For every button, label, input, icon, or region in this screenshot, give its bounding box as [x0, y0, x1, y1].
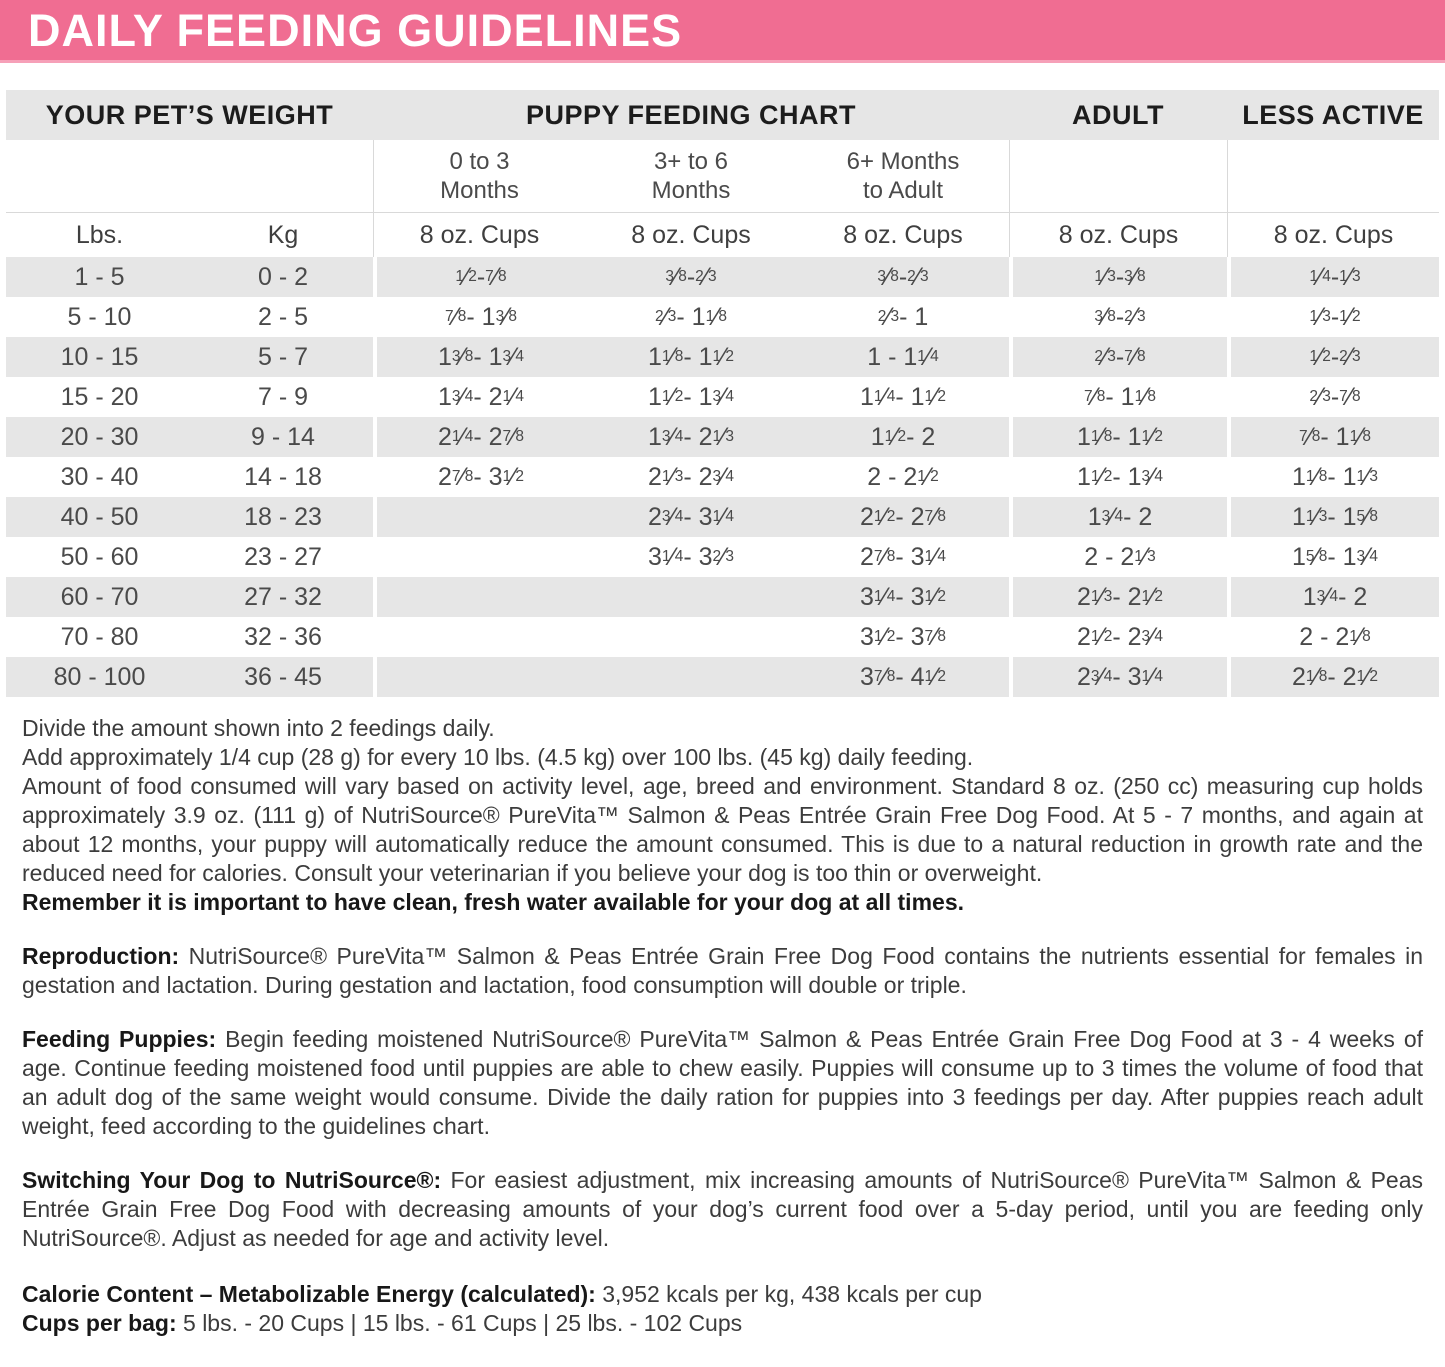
- cups-value: [373, 577, 585, 617]
- weight-lbs-value: 40 - 50: [60, 502, 139, 531]
- cups-value: 3 7 ⁄ 8 - 4 1 ⁄ 2: [860, 662, 946, 691]
- weight-kg-value: 5 - 7: [257, 342, 309, 371]
- cups-value: 2 ⁄ 3 - 1: [877, 302, 929, 331]
- cups-value: 2 - 2 1 ⁄ 2: [867, 462, 939, 491]
- cups-value: 2 1 ⁄ 2 - 2 7 ⁄ 8: [860, 502, 946, 531]
- cups-value: 1 1 ⁄ 2 - 2: [870, 422, 936, 451]
- cups-value: 2 7 ⁄ 8 - 3 1 ⁄ 2: [373, 457, 585, 497]
- cups-value: 1 ⁄ 2 - 7 ⁄ 8: [373, 257, 585, 297]
- cups-value: 1 3 ⁄ 4 - 2: [1009, 497, 1227, 537]
- cups-value: 1 3 ⁄ 4 - 2 1 ⁄ 4: [373, 377, 585, 417]
- subheader-spacer: [1227, 140, 1439, 212]
- cups-value: 7 ⁄ 8 - 1 1 ⁄ 8: [1227, 417, 1439, 457]
- footer-lead: Cups per bag:: [22, 1310, 177, 1336]
- info-paragraph: Switching Your Dog to NutriSource®: For easiest adjustment, mix increasing amounts of NutriSource® PureVita™ Salmon & Peas Entrée Grain Free Dog Food with decreasing amounts of your dog’s current food over a 5-day period, until you are feeding only NutriSource®. Adjust as needed for age and activity level.: [22, 1167, 1424, 1251]
- cups-value: 2 1 ⁄ 2 - 2 3 ⁄ 4: [1009, 617, 1227, 657]
- cups-value: 1 3 ⁄ 4 - 2 1 ⁄ 3: [648, 422, 734, 451]
- group-header-less-active: LESS ACTIVE: [1242, 99, 1424, 130]
- unit-label-cups: 8 oz. Cups: [1227, 213, 1439, 257]
- title-banner: [0, 0, 1445, 63]
- table-unit-row: [6, 213, 1439, 257]
- cups-value: 3 ⁄ 8 - 2 ⁄ 3: [877, 262, 929, 291]
- group-header-puppy: PUPPY FEEDING CHART: [525, 99, 857, 130]
- note-line: Divide the amount shown into 2 feedings daily.: [22, 715, 495, 741]
- feeding-chart-table: [6, 90, 1439, 697]
- age-column-label: 3+ to 6 Months: [651, 148, 731, 204]
- cups-value: 1 1 ⁄ 2 - 1 3 ⁄ 4: [1009, 457, 1227, 497]
- info-paragraph: Reproduction: NutriSource® PureVita™ Salmon & Peas Entrée Grain Free Dog Food contains the nutrients essential for females in gestation and lactation. During gestation and lactation, food consumption will double or triple.: [22, 943, 1423, 998]
- table-row: [6, 457, 1439, 497]
- weight-kg-value: 2 - 5: [257, 302, 309, 331]
- feeding-notes: [22, 714, 1423, 888]
- paragraph-lead: Reproduction:: [22, 943, 180, 969]
- cups-value: 1 ⁄ 2 - 2 ⁄ 3: [1227, 337, 1439, 377]
- water-reminder: Remember it is important to have clean, fresh water available for your dog at all times.: [22, 889, 965, 915]
- cups-value: 1 5 ⁄ 8 - 1 3 ⁄ 4: [1227, 537, 1439, 577]
- unit-label-cups: 8 oz. Cups: [373, 213, 585, 257]
- table-row: [6, 337, 1439, 377]
- paragraph-lead: Switching Your Dog to NutriSource®:: [22, 1167, 442, 1193]
- weight-lbs-value: 60 - 70: [60, 582, 139, 611]
- cups-value: [373, 497, 585, 537]
- weight-lbs-value: 10 - 15: [60, 342, 139, 371]
- age-column-label: 6+ Months to Adult: [846, 148, 960, 204]
- cups-value: 2 1 ⁄ 3 - 2 1 ⁄ 2: [1009, 577, 1227, 617]
- cups-value: 3 1 ⁄ 4 - 3 2 ⁄ 3: [648, 542, 734, 571]
- weight-lbs-value: 5 - 10: [67, 302, 132, 331]
- cups-value: 1 1 ⁄ 8 - 1 1 ⁄ 3: [1227, 457, 1439, 497]
- subheader-spacer: [193, 140, 373, 212]
- cups-value: 2 1 ⁄ 4 - 2 7 ⁄ 8: [373, 417, 585, 457]
- table-row: [6, 617, 1439, 657]
- weight-kg-value: 7 - 9: [257, 382, 309, 411]
- cups-value: 1 ⁄ 3 - 1 ⁄ 2: [1227, 297, 1439, 337]
- cups-value: 2 ⁄ 3 - 7 ⁄ 8: [1009, 337, 1227, 377]
- weight-lbs-value: 20 - 30: [60, 422, 139, 451]
- cups-value: 1 ⁄ 4 - 1 ⁄ 3: [1227, 257, 1439, 297]
- info-sections: [22, 942, 1423, 1253]
- cups-value: 7 ⁄ 8 - 1 1 ⁄ 8: [1009, 377, 1227, 417]
- calorie-footer: [22, 1280, 1423, 1338]
- table-row: [6, 577, 1439, 617]
- cups-value: 1 ⁄ 3 - 3 ⁄ 8: [1009, 257, 1227, 297]
- weight-kg-value: 23 - 27: [244, 542, 322, 571]
- table-group-header-row: [6, 90, 1439, 140]
- table-row: [6, 297, 1439, 337]
- cups-value: [373, 657, 585, 697]
- page-title: DAILY FEEDING GUIDELINES: [28, 4, 683, 56]
- unit-label-lbs: Lbs.: [75, 220, 124, 249]
- age-column-label: 0 to 3 Months: [373, 140, 585, 212]
- table-row: [6, 657, 1439, 697]
- group-header-weight: YOUR PET’S WEIGHT: [45, 99, 334, 130]
- cups-value: 1 1 ⁄ 3 - 1 5 ⁄ 8: [1227, 497, 1439, 537]
- table-row: [6, 377, 1439, 417]
- weight-kg-value: 14 - 18: [244, 462, 322, 491]
- cups-value: 2 ⁄ 3 - 7 ⁄ 8: [1227, 377, 1439, 417]
- weight-kg-value: 18 - 23: [244, 502, 322, 531]
- subheader-spacer: [6, 140, 193, 212]
- cups-value: [585, 617, 797, 657]
- cups-value: 1 3 ⁄ 4 - 2: [1227, 577, 1439, 617]
- table-row: [6, 417, 1439, 457]
- cups-value: 2 3 ⁄ 4 - 3 1 ⁄ 4: [1009, 657, 1227, 697]
- cups-value: 3 1 ⁄ 4 - 3 1 ⁄ 2: [860, 582, 946, 611]
- footer-line: Calorie Content – Metabolizable Energy (calculated): 3,952 kcals per kg, 438 kcals per cup: [22, 1281, 982, 1307]
- cups-value: [585, 577, 797, 617]
- weight-lbs-value: 80 - 100: [53, 662, 146, 691]
- cups-value: [585, 657, 797, 697]
- subheader-spacer: [1009, 140, 1227, 212]
- cups-value: 1 3 ⁄ 8 - 1 3 ⁄ 4: [373, 337, 585, 377]
- footer-line: Cups per bag: 5 lbs. - 20 Cups | 15 lbs. - 61 Cups | 25 lbs. - 102 Cups: [22, 1310, 743, 1336]
- cups-value: 1 1 ⁄ 4 - 1 1 ⁄ 2: [860, 382, 946, 411]
- info-paragraph: Feeding Puppies: Begin feeding moistened NutriSource® PureVita™ Salmon & Peas Entrée Grain Free Dog Food at 3 - 4 weeks of age. Continue feeding moistened food until puppies are able to chew easily. Puppies will consume up to 3 times the volume of food that an adult dog of the same weight would consume. Divide the daily ration for puppies into 3 feedings per day. After puppies reach adult weight, feed according to the guidelines chart.: [22, 1026, 1423, 1139]
- cups-value: 2 1 ⁄ 8 - 2 1 ⁄ 2: [1227, 657, 1439, 697]
- weight-kg-value: 9 - 14: [251, 422, 315, 451]
- cups-value: [373, 537, 585, 577]
- paragraph-lead: Feeding Puppies:: [22, 1026, 217, 1052]
- cups-value: 7 ⁄ 8 - 1 3 ⁄ 8: [373, 297, 585, 337]
- unit-label-cups: 8 oz. Cups: [631, 220, 751, 249]
- weight-lbs-value: 70 - 80: [60, 622, 139, 651]
- cups-value: 2 7 ⁄ 8 - 3 1 ⁄ 4: [860, 542, 946, 571]
- cups-value: 2 1 ⁄ 3 - 2 3 ⁄ 4: [648, 462, 734, 491]
- table-row: [6, 257, 1439, 297]
- guidelines-text: [0, 714, 1445, 1338]
- cups-value: 3 ⁄ 8 - 2 ⁄ 3: [1009, 297, 1227, 337]
- cups-value: [373, 617, 585, 657]
- weight-kg-value: 27 - 32: [244, 582, 322, 611]
- table-body: [6, 257, 1439, 697]
- weight-lbs-value: 15 - 20: [60, 382, 139, 411]
- weight-lbs-value: 1 - 5: [74, 262, 125, 291]
- table-age-subheader-row: [6, 140, 1439, 213]
- cups-value: 3 1 ⁄ 2 - 3 7 ⁄ 8: [860, 622, 946, 651]
- cups-value: 3 ⁄ 8 - 2 ⁄ 3: [665, 262, 717, 291]
- table-row: [6, 537, 1439, 577]
- cups-value: 1 1 ⁄ 8 - 1 1 ⁄ 2: [648, 342, 734, 371]
- unit-label-kg: Kg: [267, 220, 299, 249]
- cups-value: 1 - 1 1 ⁄ 4: [867, 342, 939, 371]
- cups-value: 2 ⁄ 3 - 1 1 ⁄ 8: [654, 302, 728, 331]
- cups-value: 2 - 2 1 ⁄ 3: [1009, 537, 1227, 577]
- cups-value: 2 3 ⁄ 4 - 3 1 ⁄ 4: [648, 502, 734, 531]
- cups-value: 1 1 ⁄ 8 - 1 1 ⁄ 2: [1009, 417, 1227, 457]
- footer-lead: Calorie Content – Metabolizable Energy (calculated):: [22, 1281, 596, 1307]
- table-row: [6, 497, 1439, 537]
- note-line: Add approximately 1/4 cup (28 g) for every 10 lbs. (4.5 kg) over 100 lbs. (45 kg) daily feeding.: [22, 744, 974, 770]
- weight-kg-value: 36 - 45: [244, 662, 322, 691]
- weight-kg-value: 32 - 36: [244, 622, 322, 651]
- unit-label-cups: 8 oz. Cups: [1009, 213, 1227, 257]
- cups-value: 1 1 ⁄ 2 - 1 3 ⁄ 4: [648, 382, 734, 411]
- weight-lbs-value: 50 - 60: [60, 542, 139, 571]
- weight-kg-value: 0 - 2: [257, 262, 309, 291]
- unit-label-cups: 8 oz. Cups: [843, 220, 963, 249]
- weight-lbs-value: 30 - 40: [60, 462, 139, 491]
- cups-value: 2 - 2 1 ⁄ 8: [1227, 617, 1439, 657]
- group-header-adult: ADULT: [1072, 99, 1164, 130]
- note-line: Amount of food consumed will vary based on activity level, age, breed and environment. Standard 8 oz. (250 cc) measuring cup holds approximately 3.9 oz. (111 g) of NutriSource® PureVita™ Salmon & Peas Entrée Grain Free Dog Food. At 5 - 7 months, and again at about 12 months, your puppy will automatically reduce the amount consumed. This is due to a natural reduction in growth rate and the reduced need for calories. Consult your veterinarian if you believe your dog is too thin or overweight.: [22, 773, 1423, 886]
